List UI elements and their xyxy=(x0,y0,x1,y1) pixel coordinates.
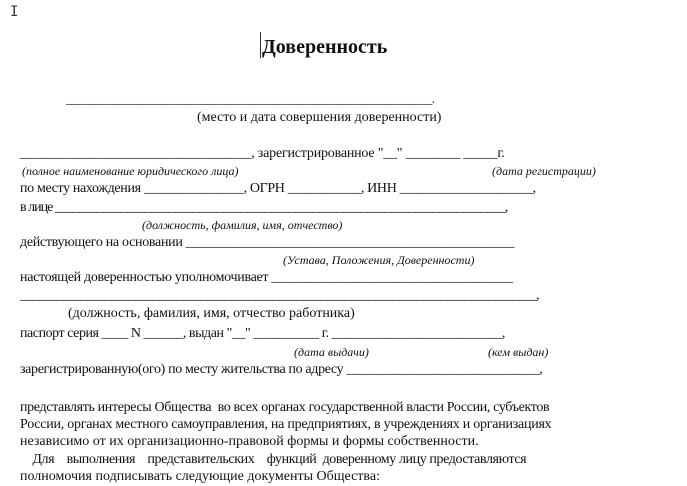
person-line[interactable]: в лице ___________________________________________________________________________, xyxy=(20,200,508,215)
issued-by-caption: (кем выдан) xyxy=(488,345,549,359)
text-caret xyxy=(260,32,261,58)
address-line[interactable]: зарегистрированную(ого) по месту жительства по адресу _____________________________, xyxy=(20,362,543,377)
passport-line[interactable]: паспорт серия ____ N ______, выдан "__" __________ г. __________________________, xyxy=(20,326,505,341)
paragraph-1-line-2: России, органах местного самоуправления, на предприятиях, в учреждениях и организациях xyxy=(20,417,552,432)
org-name-caption: (полное наименование юридического лица) xyxy=(22,164,239,178)
registration-line[interactable]: __________________________________, зарегистрированное "__" ________ _____г. xyxy=(20,146,505,161)
paragraph-2-line-1: Для выполнения представительских функций доверенному лицу предоставляются xyxy=(20,452,527,467)
basis-line[interactable]: действующего на основании _________________________________________________ xyxy=(20,235,515,250)
place-date-caption: (место и дата совершения доверенности) xyxy=(197,110,442,125)
location-line[interactable]: по месту нахождения _______________, ОГРН ___________, ИНН ____________________, xyxy=(20,181,536,196)
paragraph-1-line-1: представлять интересы Общества во всех органах государственной власти России, субъектов xyxy=(20,400,550,415)
blank-line[interactable]: ______________________________________________________________________________________, xyxy=(20,288,539,303)
reg-date-caption: (дата регистрации) xyxy=(492,164,596,178)
issue-date-caption: (дата выдачи) xyxy=(294,345,369,359)
employee-caption: (должность, фамилия, имя, отчество работника) xyxy=(68,306,355,321)
paragraph-1-line-3: независимо от их организационно-правовой формы и формы собственности. xyxy=(20,434,479,449)
document-title: Доверенность xyxy=(262,36,388,58)
basis-caption: (Устава, Положения, Доверенности) xyxy=(283,253,475,267)
position-caption: (должность, фамилия, имя, отчество) xyxy=(142,218,343,232)
text-ibeam-icon: I xyxy=(10,4,19,20)
place-date-line[interactable]: ______________________________________________________________. xyxy=(66,91,435,106)
authorize-line[interactable]: настоящей доверенностью уполномочивает ____________________________________ xyxy=(20,270,513,285)
paragraph-2-line-2: полномочия подписывать следующие документы Общества: xyxy=(20,469,380,484)
